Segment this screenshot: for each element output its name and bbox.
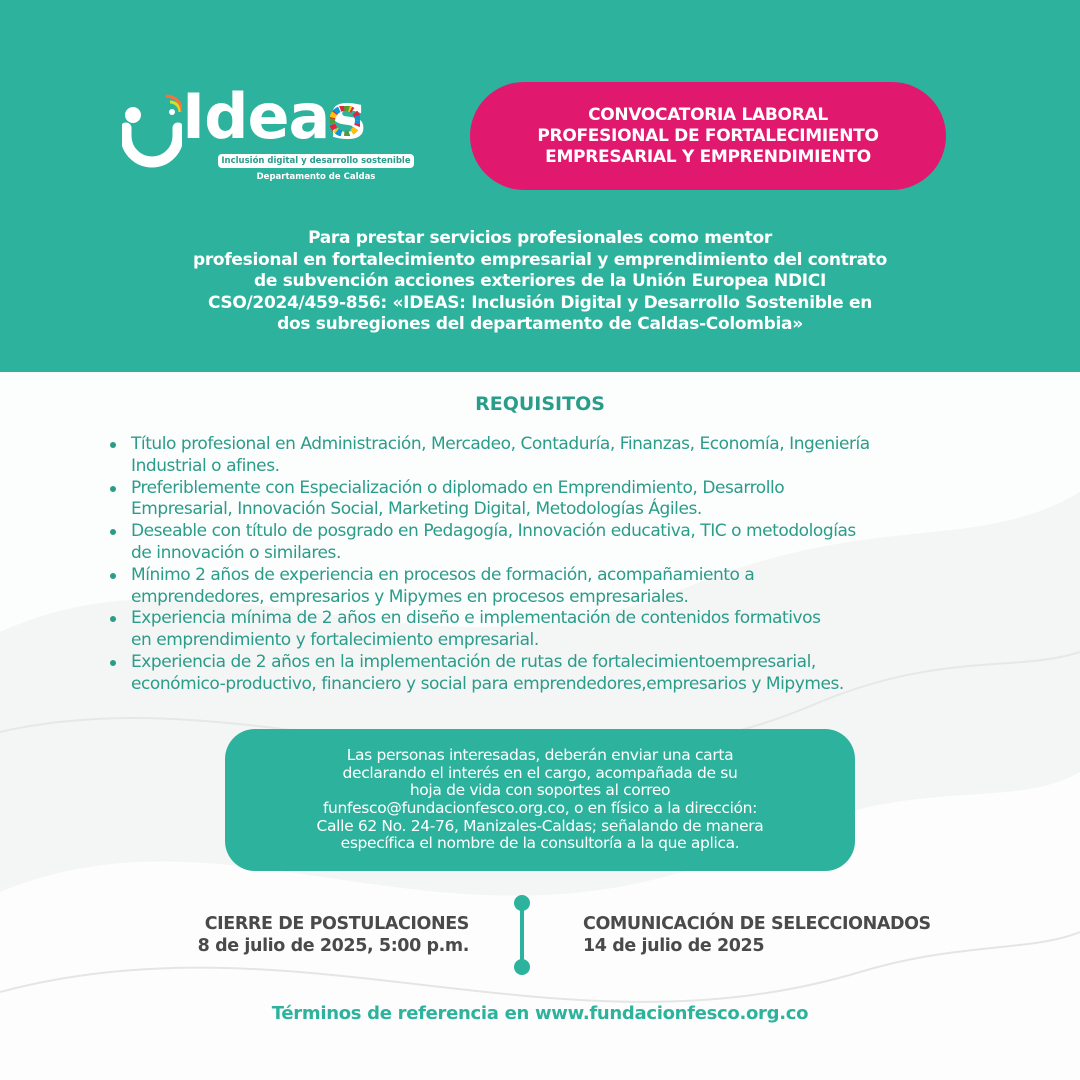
timeline-dot-icon: [514, 959, 530, 975]
instructions-line: específica el nombre de la consultoría a la que aplica.: [340, 834, 740, 853]
instructions-line: declarando el interés en el cargo, acompañada de su: [342, 763, 738, 782]
title-line: PROFESIONAL DE FORTALECIMIENTO: [537, 125, 879, 146]
bullet-icon: [110, 529, 116, 535]
list-item-text: en emprendimiento y fortalecimiento empresarial.: [131, 630, 539, 651]
list-item-text: Industrial o afines.: [131, 455, 280, 476]
instructions-line: funfesco@fundacionfesco.org.co, o en físico a la dirección:: [322, 799, 758, 817]
requirements-list: [108, 434, 1008, 696]
list-item-text: Título profesional en Administración, Mercadeo, Contaduría, Finanzas, Economía, Ingeniería: [131, 434, 870, 454]
list-item-text: Experiencia mínima de 2 años en diseño e implementación de contenidos formativos: [131, 608, 821, 629]
list-item: [108, 521, 1008, 565]
list-item: [108, 565, 1008, 609]
list-item-text: Empresarial, Innovación Social, Marketing Digital, Metodologías Ágiles.: [131, 499, 702, 520]
list-item: [108, 608, 1008, 652]
announcement-date-label: COMUNICACIÓN DE SELECCIONADOS: [583, 914, 931, 934]
list-item-text: económico-productivo, financiero y social para emprendedores,empresarios y Mipymes.: [131, 673, 844, 694]
logo-smile-icon: [122, 92, 182, 168]
list-item-text: Deseable con título de posgrado en Pedagogía, Innovación educativa, TIC o metodologías: [131, 521, 856, 542]
intro-paragraph: [90, 228, 990, 336]
list-item-text: Preferiblemente con Especialización o diplomado en Emprendimiento, Desarrollo: [131, 477, 785, 498]
list-item: [108, 434, 1008, 478]
announcement-date-block: [583, 913, 931, 957]
header-band: [0, 0, 1080, 372]
job-title-banner: [470, 82, 946, 190]
list-item-text: emprendedores, empresarios y Mipymes en procesos empresariales.: [131, 586, 689, 607]
list-item: [108, 652, 1008, 696]
sdg-wheel-icon: [330, 106, 360, 136]
closing-date-value: 8 de julio de 2025, 5:00 p.m.: [197, 936, 469, 956]
list-item-text: Experiencia de 2 años en la implementación de rutas de fortalecimientoempresarial,: [131, 651, 816, 672]
bullet-icon: [110, 616, 116, 622]
intro-line: CSO/2024/459-856: «IDEAS: Inclusión Digital y Desarrollo Sostenible en: [207, 292, 873, 313]
bullet-icon: [110, 573, 116, 579]
intro-line: profesional en fortalecimiento empresarial y emprendimiento del contrato: [192, 249, 888, 270]
timeline-line: [520, 903, 524, 967]
intro-line: de subvención acciones exteriores de la Unión Europea NDICI: [253, 271, 827, 291]
bullet-icon: [110, 660, 116, 666]
bullet-icon: [110, 486, 116, 492]
intro-line: Para prestar servicios profesionales como mentor: [308, 228, 772, 248]
timeline-divider: [512, 895, 532, 975]
logo-department: Departamento de Caldas: [256, 172, 376, 182]
instructions-line: Calle 62 No. 24-76, Manizales-Caldas; señalando de manera: [316, 816, 764, 835]
logo-tagline: Inclusión digital y desarrollo sostenible: [218, 154, 414, 168]
timeline-dot-icon: [514, 895, 530, 911]
announcement-date-value: 14 de julio de 2025: [583, 936, 765, 956]
closing-date-label: CIERRE DE POSTULACIONES: [204, 914, 469, 934]
application-instructions-box: [225, 729, 855, 871]
title-line: EMPRESARIAL Y EMPRENDIMIENTO: [545, 146, 871, 167]
terms-of-reference-link[interactable]: Términos de referencia en www.fundacionfesco.org.co: [271, 1003, 809, 1024]
requirements-heading: REQUISITOS: [475, 393, 605, 415]
instructions-line: Las personas interesadas, deberán enviar una carta: [346, 746, 734, 765]
instructions-line: hoja de vida con soportes al correo: [409, 781, 671, 800]
intro-line: dos subregiones del departamento de Caldas-Colombia»: [277, 314, 803, 334]
ideas-logo: [122, 80, 422, 192]
logo-wordmark: Ideas: [182, 80, 366, 153]
closing-date-block: [198, 913, 469, 957]
bullet-icon: [110, 442, 116, 448]
list-item-text: de innovación o similares.: [131, 542, 341, 563]
title-line: CONVOCATORIA LABORAL: [588, 104, 828, 125]
list-item: [108, 478, 1008, 522]
list-item-text: Mínimo 2 años de experiencia en procesos de formación, acompañamiento a: [131, 564, 755, 585]
